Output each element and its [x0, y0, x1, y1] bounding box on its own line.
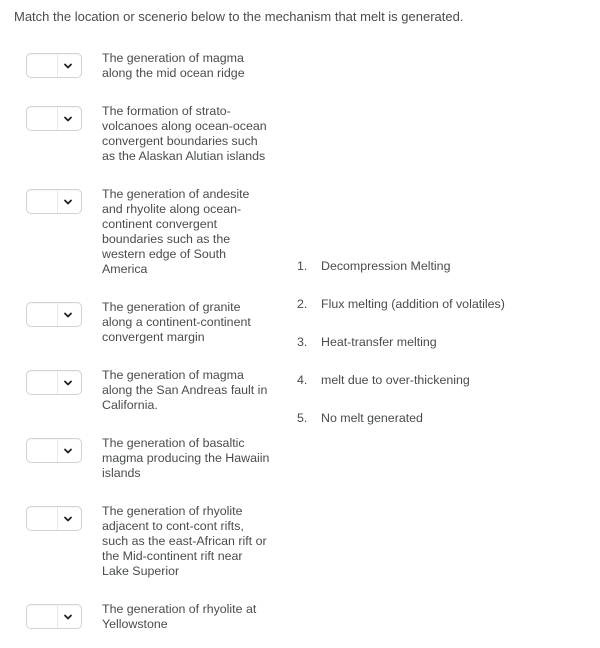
chevron-down-icon	[63, 446, 73, 456]
match-select-8[interactable]	[26, 604, 82, 629]
answer-number: 2.	[297, 297, 308, 311]
select-divider	[57, 371, 58, 394]
match-select-6[interactable]	[26, 438, 82, 463]
answer-label: No melt generated	[321, 411, 423, 425]
prompt-line: boundaries such as the	[102, 232, 231, 246]
answer-label: Heat-transfer melting	[321, 335, 437, 349]
prompt-line: The generation of rhyolite at	[102, 602, 257, 616]
prompt-line: The formation of strato-	[102, 104, 231, 118]
prompt-line: Yellowstone	[102, 617, 168, 631]
match-select-1[interactable]	[26, 53, 82, 78]
prompt-text-3	[102, 187, 280, 277]
prompt-line: The generation of magma	[102, 368, 244, 382]
prompt-line: along the San Andreas fault in	[102, 383, 268, 397]
answer-number: 3.	[297, 335, 308, 349]
chevron-down-icon	[63, 197, 73, 207]
chevron-down-icon	[63, 61, 73, 71]
prompt-line: The generation of granite	[102, 300, 241, 314]
prompt-line: and rhyolite along ocean-	[102, 202, 242, 216]
prompt-line: The generation of basaltic	[102, 436, 245, 450]
answer-item-5	[297, 411, 423, 425]
prompt-line: California.	[102, 398, 158, 412]
select-divider	[57, 507, 58, 530]
match-select-4[interactable]	[26, 302, 82, 327]
prompt-line: islands	[102, 466, 141, 480]
chevron-down-icon	[63, 378, 73, 388]
prompt-line: convergent margin	[102, 330, 205, 344]
answer-number: 4.	[297, 373, 308, 387]
select-divider	[57, 605, 58, 628]
answer-number: 1.	[297, 259, 308, 273]
select-divider	[57, 439, 58, 462]
prompt-line: such as the east-African rift or	[102, 534, 267, 548]
answer-item-4	[297, 373, 470, 387]
answer-number: 5.	[297, 411, 308, 425]
select-divider	[57, 303, 58, 326]
select-divider	[57, 54, 58, 77]
prompt-line: along a continent-continent	[102, 315, 251, 329]
match-select-5[interactable]	[26, 370, 82, 395]
prompt-line: America	[102, 262, 148, 276]
match-select-3[interactable]	[26, 189, 82, 214]
prompt-line: magma producing the Hawaiin	[102, 451, 270, 465]
answer-item-1	[297, 259, 450, 273]
select-divider	[57, 190, 58, 213]
prompt-line: Lake Superior	[102, 564, 180, 578]
answer-item-2	[297, 297, 505, 311]
answer-item-3	[297, 335, 437, 349]
prompt-line: volcanoes along ocean-ocean	[102, 119, 267, 133]
chevron-down-icon	[63, 612, 73, 622]
prompt-line: The generation of rhyolite	[102, 504, 243, 518]
prompt-text-2	[102, 104, 280, 164]
prompt-line: The generation of andesite	[102, 187, 250, 201]
prompt-text-1	[102, 51, 280, 81]
prompt-line: along the mid ocean ridge	[102, 66, 245, 80]
prompt-line: continent convergent	[102, 217, 218, 231]
prompt-line: convergent boundaries such	[102, 134, 258, 148]
answer-label: Flux melting (addition of volatiles)	[321, 297, 505, 311]
prompt-text-6	[102, 436, 280, 481]
match-select-2[interactable]	[26, 106, 82, 131]
prompt-text-4	[102, 300, 280, 345]
select-divider	[57, 107, 58, 130]
prompt-text-5	[102, 368, 280, 413]
chevron-down-icon	[63, 514, 73, 524]
prompt-line: as the Alaskan Alutian islands	[102, 149, 266, 163]
chevron-down-icon	[63, 310, 73, 320]
answer-label: melt due to over-thickening	[321, 373, 470, 387]
prompt-line: The generation of magma	[102, 51, 244, 65]
prompt-text-8	[102, 602, 280, 632]
prompt-line: adjacent to cont-cont rifts,	[102, 519, 244, 533]
answer-label: Decompression Melting	[321, 259, 451, 273]
instructions-text: Match the location or scenerio below to the mechanism that melt is generated.	[14, 9, 464, 24]
match-select-7[interactable]	[26, 506, 82, 531]
prompt-text-7	[102, 504, 280, 579]
chevron-down-icon	[63, 114, 73, 124]
prompt-line: western edge of South	[102, 247, 226, 261]
prompt-line: the Mid-continent rift near	[102, 549, 243, 563]
